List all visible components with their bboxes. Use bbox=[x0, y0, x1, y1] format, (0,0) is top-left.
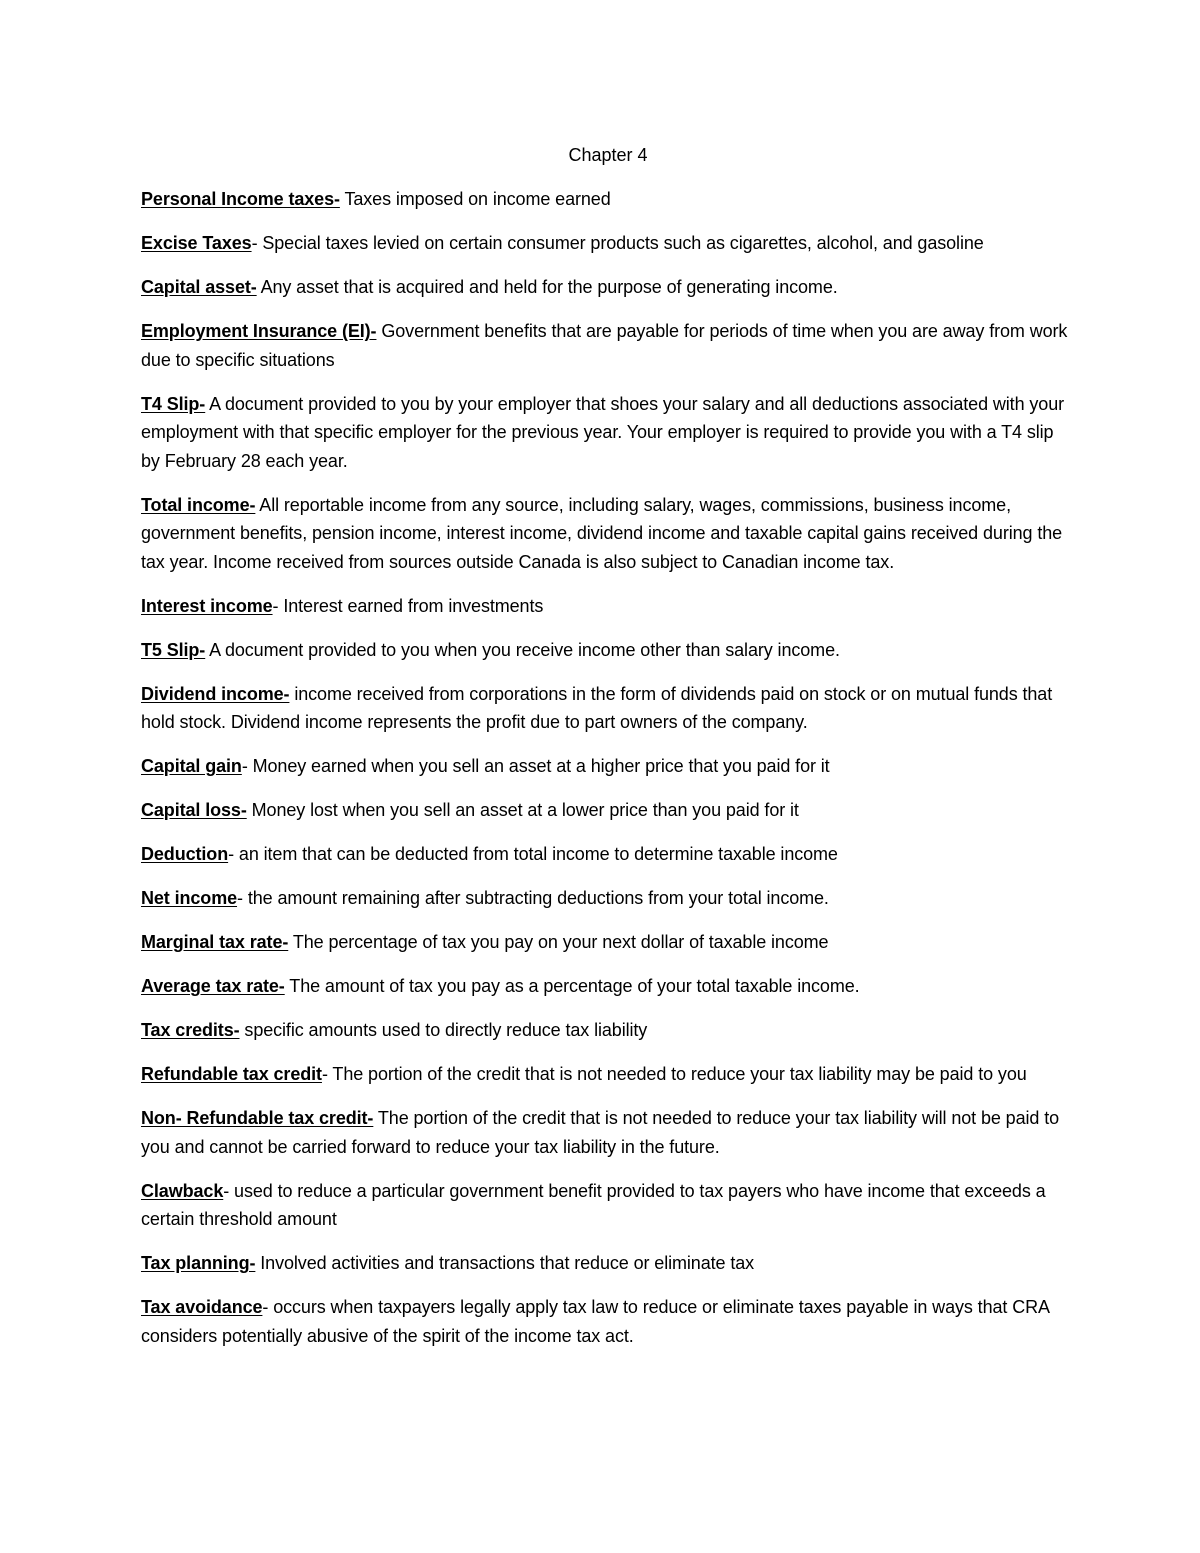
glossary-term: Average tax rate- bbox=[141, 976, 285, 996]
glossary-term: Excise Taxes bbox=[141, 233, 252, 253]
glossary-entry bbox=[141, 1060, 1071, 1089]
glossary-definition: All reportable income from any source, including salary, wages, commissions, business income, government benefits, pension income, interest income, dividend income and taxable capital gains received during the tax year. Income received from sources outside Canada is also subject to Canadian income tax. bbox=[141, 494, 1063, 572]
glossary-term: Net income bbox=[141, 888, 238, 908]
page-title: Chapter 4 bbox=[568, 145, 648, 165]
glossary-definition: The portion of the credit that is not needed to reduce your tax liability will not be paid to you and cannot be carried forward to reduce your tax liability in the future. bbox=[141, 1108, 1060, 1157]
glossary-definition: - the amount remaining after subtracting deductions from your total income. bbox=[237, 888, 829, 908]
document-page bbox=[141, 141, 1071, 1366]
glossary-entry bbox=[141, 1249, 1071, 1278]
glossary-term: Interest income bbox=[141, 595, 273, 616]
glossary-definition: - Interest earned from investments bbox=[272, 595, 544, 616]
glossary-entry bbox=[141, 229, 1071, 258]
glossary-term: Capital gain bbox=[141, 756, 242, 776]
glossary-entry bbox=[141, 796, 1071, 825]
glossary-definition: Taxes imposed on income earned bbox=[339, 189, 611, 209]
glossary-term: T4 Slip- bbox=[141, 393, 206, 414]
glossary-entry bbox=[141, 491, 1071, 577]
glossary-definition: - occurs when taxpayers legally apply tax law to reduce or eliminate taxes payable in ways that CRA considers potentially abusive of the spirit of the income tax act. bbox=[141, 1297, 1049, 1346]
glossary-definition: Any asset that is acquired and held for the purpose of generating income. bbox=[256, 277, 838, 297]
glossary-term: Refundable tax credit bbox=[141, 1064, 322, 1084]
glossary-entry bbox=[141, 185, 1071, 214]
glossary-entry bbox=[141, 1104, 1071, 1161]
glossary-definition: Money lost when you sell an asset at a lower price than you paid for it bbox=[246, 800, 799, 820]
glossary-definition: Government benefits that are payable for periods of time when you are away from work due to specific situations bbox=[141, 321, 1068, 370]
glossary-term: Capital loss- bbox=[141, 800, 247, 820]
glossary-definition: The amount of tax you pay as a percentage of your total taxable income. bbox=[284, 976, 860, 996]
glossary-entry bbox=[141, 972, 1071, 1001]
glossary-entry bbox=[141, 390, 1071, 476]
glossary-definition: specific amounts used to directly reduce tax liability bbox=[239, 1020, 648, 1040]
glossary-entry bbox=[141, 317, 1071, 374]
glossary-definition: - The portion of the credit that is not needed to reduce your tax liability may be paid to you bbox=[321, 1064, 1027, 1084]
glossary-definition: A document provided to you when you receive income other than salary income. bbox=[205, 639, 840, 660]
glossary-definition: - Money earned when you sell an asset at a higher price that you paid for it bbox=[241, 756, 830, 776]
glossary-definition: A document provided to you by your employer that shoes your salary and all deductions associated with your employment with that specific employer for the previous year. Your employer is required to provide you with a T4 slip by February 28 each year. bbox=[141, 393, 1065, 471]
glossary-term: T5 Slip- bbox=[141, 639, 206, 660]
glossary-entry bbox=[141, 273, 1071, 302]
glossary-term: Capital asset- bbox=[141, 277, 257, 297]
glossary-entry bbox=[141, 1016, 1071, 1045]
glossary-definition: income received from corporations in the form of dividends paid on stock or on mutual funds that hold stock. Dividend income represents the profit due to part owners of the company. bbox=[141, 683, 1053, 732]
glossary-entry bbox=[141, 840, 1071, 869]
glossary-entry bbox=[141, 884, 1071, 913]
glossary-term: Marginal tax rate- bbox=[141, 932, 289, 952]
glossary-definition: The percentage of tax you pay on your next dollar of taxable income bbox=[288, 932, 829, 952]
glossary-term: Tax credits- bbox=[141, 1020, 240, 1040]
glossary-definition: - used to reduce a particular government benefit provided to tax payers who have income that exceeds a certain threshold amount bbox=[141, 1180, 1046, 1229]
glossary-entry bbox=[141, 1293, 1071, 1350]
glossary-term: Total income- bbox=[141, 494, 256, 515]
glossary-entry bbox=[141, 636, 1071, 665]
glossary-term: Personal Income taxes- bbox=[141, 189, 340, 209]
glossary-term: Non- Refundable tax credit- bbox=[141, 1108, 374, 1128]
glossary-term: Employment Insurance (EI)- bbox=[141, 321, 377, 341]
glossary-entry bbox=[141, 592, 1071, 621]
glossary-definition: - Special taxes levied on certain consumer products such as cigarettes, alcohol, and gasoline bbox=[251, 233, 984, 253]
glossary-definition: - an item that can be deducted from total income to determine taxable income bbox=[228, 844, 838, 864]
glossary-entry bbox=[141, 752, 1071, 781]
glossary-entry bbox=[141, 928, 1071, 957]
glossary-entry bbox=[141, 1177, 1071, 1234]
glossary-entry bbox=[141, 680, 1071, 737]
glossary-term: Clawback bbox=[141, 1180, 224, 1201]
glossary-term: Tax planning- bbox=[141, 1253, 256, 1273]
glossary-term: Deduction bbox=[141, 844, 229, 864]
glossary-term: Tax avoidance bbox=[141, 1297, 263, 1317]
glossary-definition: Involved activities and transactions that reduce or eliminate tax bbox=[255, 1253, 755, 1273]
glossary-term: Dividend income- bbox=[141, 683, 290, 704]
